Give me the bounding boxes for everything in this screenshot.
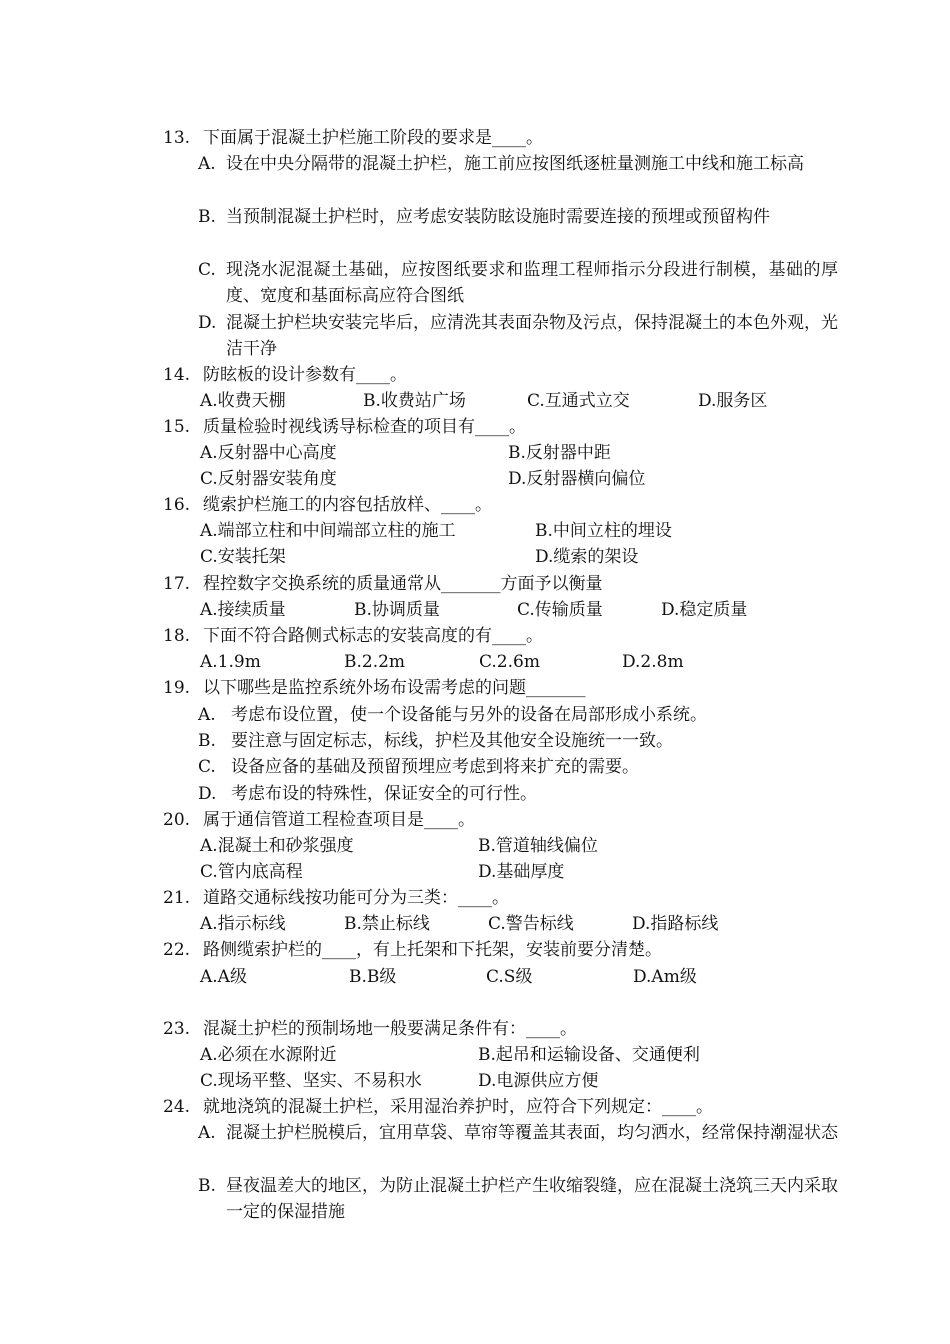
question-stem: 下面不符合路侧式标志的安装高度的有____。 xyxy=(203,626,543,646)
option-letter: A. xyxy=(198,705,216,725)
option-a: A.端部立柱和中间端部立柱的施工 xyxy=(200,521,456,541)
question-number: 21. xyxy=(163,888,191,908)
question-number: 23. xyxy=(163,1019,191,1039)
option-c: C.传输质量 xyxy=(517,600,603,620)
option-a: A.接续质量 xyxy=(200,600,286,620)
question-stem: 就地浇筑的混凝土护栏，采用湿治养护时，应符合下列规定：____。 xyxy=(203,1097,713,1117)
question-number: 13. xyxy=(163,128,191,148)
question-number: 15. xyxy=(163,417,191,437)
question-number: 17. xyxy=(163,574,191,594)
option-letter: C. xyxy=(198,260,216,280)
question-number: 16. xyxy=(163,495,191,515)
option-c: C.S级 xyxy=(486,967,533,987)
option-letter: D. xyxy=(198,784,217,804)
option-text: 设在中央分隔带的混凝土护栏，施工前应按图纸逐桩量测施工中线和施工标高 xyxy=(226,154,804,174)
option-text: 混凝土护栏脱模后，宜用草袋、草帘等覆盖其表面，均匀洒水，经常保持潮湿状态 xyxy=(226,1123,838,1143)
option-a: A.1.9m xyxy=(200,652,261,672)
question-stem: 质量检验时视线诱导标检查的项目有____。 xyxy=(203,417,526,437)
option-letter: B. xyxy=(198,1176,216,1196)
question-stem: 防眩板的设计参数有____。 xyxy=(203,365,407,385)
option-d: D.反射器横向偏位 xyxy=(508,469,646,489)
option-c: C.互通式立交 xyxy=(527,391,630,411)
option-text: 昼夜温差大的地区，为防止混凝土护栏产生收缩裂缝，应在混凝土浇筑三天内采取一定的保湿措施 xyxy=(226,1176,838,1222)
option-letter: A. xyxy=(198,1123,216,1143)
option-a: A.反射器中心高度 xyxy=(200,443,337,463)
question-stem: 以下哪些是监控系统外场布设需考虑的问题_______ xyxy=(203,678,586,698)
question-stem: 程控数字交换系统的质量通常从_______方面予以衡量 xyxy=(203,574,603,594)
option-letter: B. xyxy=(198,731,216,751)
option-d: D.稳定质量 xyxy=(661,600,748,620)
question-number: 14. xyxy=(163,365,191,385)
question-stem: 混凝土护栏的预制场地一般要满足条件有：____。 xyxy=(203,1019,577,1039)
option-text: 要注意与固定标志，标线，护栏及其他安全设施统一一致。 xyxy=(231,731,673,751)
option-a: A.指示标线 xyxy=(200,914,286,934)
question-stem: 缆索护栏施工的内容包括放样、____。 xyxy=(203,495,492,515)
option-b: B.2.2m xyxy=(344,652,406,672)
option-text: 当预制混凝土护栏时，应考虑安装防眩设施时需要连接的预埋或预留构件 xyxy=(226,207,770,227)
option-a: A.混凝土和砂浆强度 xyxy=(200,836,354,856)
question-stem: 路侧缆索护栏的____，有上托架和下托架，安装前要分清楚。 xyxy=(203,940,662,960)
option-text: 考虑布设位置，使一个设备能与另外的设备在局部形成小系统。 xyxy=(231,705,707,725)
option-a: A.收费天棚 xyxy=(200,391,286,411)
question-stem: 属于通信管道工程检查项目是____。 xyxy=(203,810,475,830)
option-text: 现浇水泥混凝土基础，应按图纸要求和监理工程师指示分段进行制模，基础的厚度、宽度和基面标高应符合图纸 xyxy=(226,260,838,306)
option-b: B.中间立柱的埋设 xyxy=(535,521,672,541)
option-d: D.缆索的架设 xyxy=(535,547,639,567)
option-b: B.协调质量 xyxy=(354,600,440,620)
option-d: D.基础厚度 xyxy=(478,862,565,882)
option-letter: A. xyxy=(198,154,216,174)
option-text: 考虑布设的特殊性，保证安全的可行性。 xyxy=(231,784,537,804)
option-b: B.B级 xyxy=(349,967,397,987)
option-d: D.电源供应方便 xyxy=(478,1071,599,1091)
option-c: C.现场平整、坚实、不易积水 xyxy=(200,1071,422,1091)
option-text: 设备应备的基础及预留预埋应考虑到将来扩充的需要。 xyxy=(231,757,639,777)
option-c: C.警告标线 xyxy=(488,914,574,934)
question-number: 24. xyxy=(163,1097,191,1117)
option-letter: B. xyxy=(198,207,216,227)
option-b: B.禁止标线 xyxy=(344,914,430,934)
option-d: D.Am级 xyxy=(633,967,697,987)
option-d: D.服务区 xyxy=(698,391,768,411)
option-text: 混凝土护栏块安装完毕后，应清洗其表面杂物及污点，保持混凝土的本色外观，光洁干净 xyxy=(226,313,838,359)
question-stem: 道路交通标线按功能可分为三类：____。 xyxy=(203,888,509,908)
question-number: 20. xyxy=(163,810,191,830)
option-letter: C. xyxy=(198,757,216,777)
question-number: 18. xyxy=(163,626,191,646)
option-c: C.反射器安装角度 xyxy=(200,469,337,489)
option-b: B.收费站广场 xyxy=(363,391,466,411)
option-letter: D. xyxy=(198,313,217,333)
option-c: C.2.6m xyxy=(479,652,540,672)
option-a: A.A级 xyxy=(200,967,247,987)
option-b: B.管道轴线偏位 xyxy=(478,836,598,856)
option-a: A.必须在水源附近 xyxy=(200,1045,337,1065)
option-b: B.起吊和运输设备、交通便利 xyxy=(478,1045,700,1065)
option-c: C.安装托架 xyxy=(200,547,286,567)
option-b: B.反射器中距 xyxy=(508,443,611,463)
question-stem: 下面属于混凝土护栏施工阶段的要求是____。 xyxy=(203,128,543,148)
option-c: C.管内底高程 xyxy=(200,862,303,882)
question-number: 22. xyxy=(163,940,191,960)
option-d: D.指路标线 xyxy=(632,914,719,934)
option-d: D.2.8m xyxy=(622,652,684,672)
question-number: 19. xyxy=(163,678,191,698)
